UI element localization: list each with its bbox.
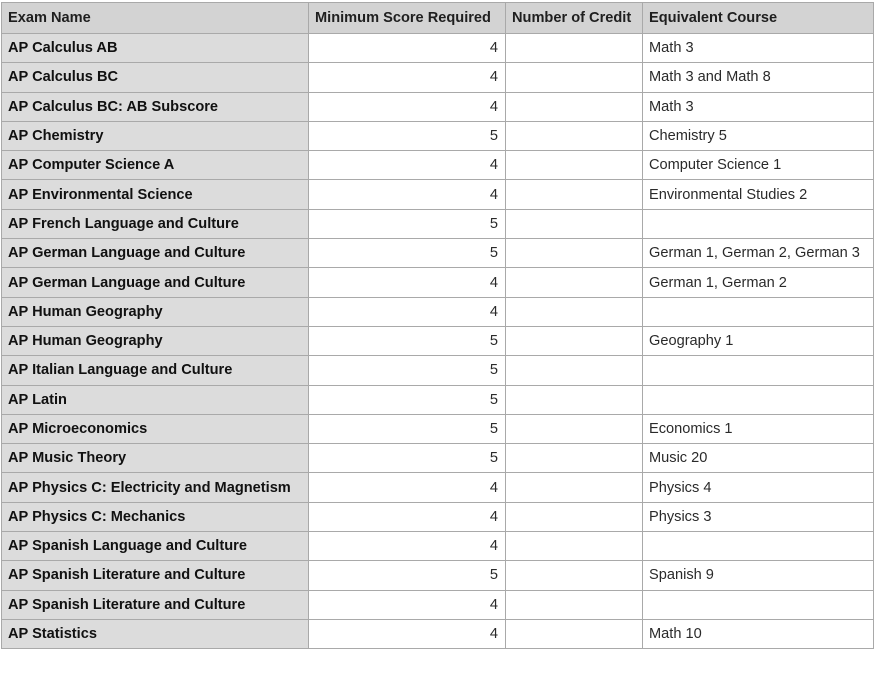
equivalent-course-cell[interactable]: Physics 4 [643,473,874,502]
exam-name-cell[interactable]: AP Chemistry [2,121,309,150]
exam-name-cell[interactable]: AP Calculus BC: AB Subscore [2,92,309,121]
credit-cell[interactable] [506,268,643,297]
table-row [2,326,874,355]
credit-cell[interactable] [506,92,643,121]
equivalent-course-cell[interactable]: Spanish 9 [643,561,874,590]
exam-name-cell[interactable]: AP Italian Language and Culture [2,356,309,385]
table-row [2,619,874,648]
table-row [2,414,874,443]
min-score-cell[interactable]: 4 [309,180,506,209]
header-minimum-score[interactable]: Minimum Score Required [309,3,506,34]
exam-name-cell[interactable]: AP Spanish Literature and Culture [2,561,309,590]
equivalent-course-cell[interactable]: Economics 1 [643,414,874,443]
exam-name-cell[interactable]: AP Spanish Language and Culture [2,532,309,561]
equivalent-course-cell[interactable]: Math 10 [643,619,874,648]
credit-cell[interactable] [506,297,643,326]
min-score-cell[interactable]: 4 [309,473,506,502]
equivalent-course-cell[interactable] [643,297,874,326]
credit-cell[interactable] [506,473,643,502]
header-exam-name[interactable]: Exam Name [2,3,309,34]
header-number-of-credit[interactable]: Number of Credit [506,3,643,34]
min-score-cell[interactable]: 5 [309,209,506,238]
min-score-cell[interactable]: 4 [309,34,506,63]
table-row [2,473,874,502]
exam-name-cell[interactable]: AP German Language and Culture [2,268,309,297]
min-score-cell[interactable]: 4 [309,619,506,648]
min-score-cell[interactable]: 5 [309,326,506,355]
exam-name-cell[interactable]: AP Spanish Literature and Culture [2,590,309,619]
credit-cell[interactable] [506,356,643,385]
equivalent-course-cell[interactable]: Math 3 [643,34,874,63]
credit-cell[interactable] [506,239,643,268]
equivalent-course-cell[interactable]: Music 20 [643,444,874,473]
table-row [2,121,874,150]
credit-cell[interactable] [506,121,643,150]
credit-cell[interactable] [506,385,643,414]
credit-cell[interactable] [506,326,643,355]
exam-name-cell[interactable]: AP Calculus BC [2,63,309,92]
equivalent-course-cell[interactable]: Physics 3 [643,502,874,531]
table-row [2,92,874,121]
exam-name-cell[interactable]: AP Physics C: Mechanics [2,502,309,531]
table-row [2,180,874,209]
table-row [2,385,874,414]
min-score-cell[interactable]: 5 [309,356,506,385]
equivalent-course-cell[interactable] [643,385,874,414]
credit-cell[interactable] [506,209,643,238]
exam-name-cell[interactable]: AP Computer Science A [2,151,309,180]
credit-cell[interactable] [506,444,643,473]
header-equivalent-course[interactable]: Equivalent Course [643,3,874,34]
equivalent-course-cell[interactable]: Computer Science 1 [643,151,874,180]
exam-name-cell[interactable]: AP Calculus AB [2,34,309,63]
table-row [2,561,874,590]
min-score-cell[interactable]: 5 [309,121,506,150]
table-row [2,268,874,297]
equivalent-course-cell[interactable]: German 1, German 2, German 3 [643,239,874,268]
credit-cell[interactable] [506,180,643,209]
exam-name-cell[interactable]: AP German Language and Culture [2,239,309,268]
credit-cell[interactable] [506,532,643,561]
credit-cell[interactable] [506,151,643,180]
table-row [2,356,874,385]
exam-name-cell[interactable]: AP French Language and Culture [2,209,309,238]
credit-cell[interactable] [506,63,643,92]
equivalent-course-cell[interactable]: Geography 1 [643,326,874,355]
equivalent-course-cell[interactable] [643,590,874,619]
credit-cell[interactable] [506,502,643,531]
min-score-cell[interactable]: 4 [309,532,506,561]
exam-name-cell[interactable]: AP Latin [2,385,309,414]
table-row [2,151,874,180]
equivalent-course-cell[interactable]: Environmental Studies 2 [643,180,874,209]
exam-name-cell[interactable]: AP Environmental Science [2,180,309,209]
equivalent-course-cell[interactable]: Chemistry 5 [643,121,874,150]
ap-credit-table [1,2,874,649]
exam-name-cell[interactable]: AP Statistics [2,619,309,648]
table-row [2,444,874,473]
header-row [2,3,874,34]
table-row [2,239,874,268]
exam-name-cell[interactable]: AP Music Theory [2,444,309,473]
credit-cell[interactable] [506,561,643,590]
equivalent-course-cell[interactable]: German 1, German 2 [643,268,874,297]
min-score-cell[interactable]: 4 [309,297,506,326]
min-score-cell[interactable]: 5 [309,561,506,590]
min-score-cell[interactable]: 4 [309,63,506,92]
min-score-cell[interactable]: 4 [309,502,506,531]
min-score-cell[interactable]: 4 [309,151,506,180]
min-score-cell[interactable]: 4 [309,590,506,619]
credit-cell[interactable] [506,619,643,648]
table-row [2,297,874,326]
equivalent-course-cell[interactable] [643,356,874,385]
exam-name-cell[interactable]: AP Human Geography [2,297,309,326]
min-score-cell[interactable]: 4 [309,268,506,297]
equivalent-course-cell[interactable]: Math 3 [643,92,874,121]
table-row [2,34,874,63]
min-score-cell[interactable]: 5 [309,385,506,414]
min-score-cell[interactable]: 5 [309,414,506,443]
exam-name-cell[interactable]: AP Physics C: Electricity and Magnetism [2,473,309,502]
credit-cell[interactable] [506,590,643,619]
min-score-cell[interactable]: 5 [309,239,506,268]
equivalent-course-cell[interactable]: Math 3 and Math 8 [643,63,874,92]
table-row [2,63,874,92]
table-row [2,209,874,238]
min-score-cell[interactable]: 4 [309,92,506,121]
exam-name-cell[interactable]: AP Microeconomics [2,414,309,443]
exam-name-cell[interactable]: AP Human Geography [2,326,309,355]
credit-cell[interactable] [506,34,643,63]
equivalent-course-cell[interactable] [643,532,874,561]
table-body [2,34,874,649]
table-row [2,502,874,531]
credit-cell[interactable] [506,414,643,443]
min-score-cell[interactable]: 5 [309,444,506,473]
table-row [2,532,874,561]
ap-credit-spreadsheet [1,2,873,649]
equivalent-course-cell[interactable] [643,209,874,238]
table-row [2,590,874,619]
